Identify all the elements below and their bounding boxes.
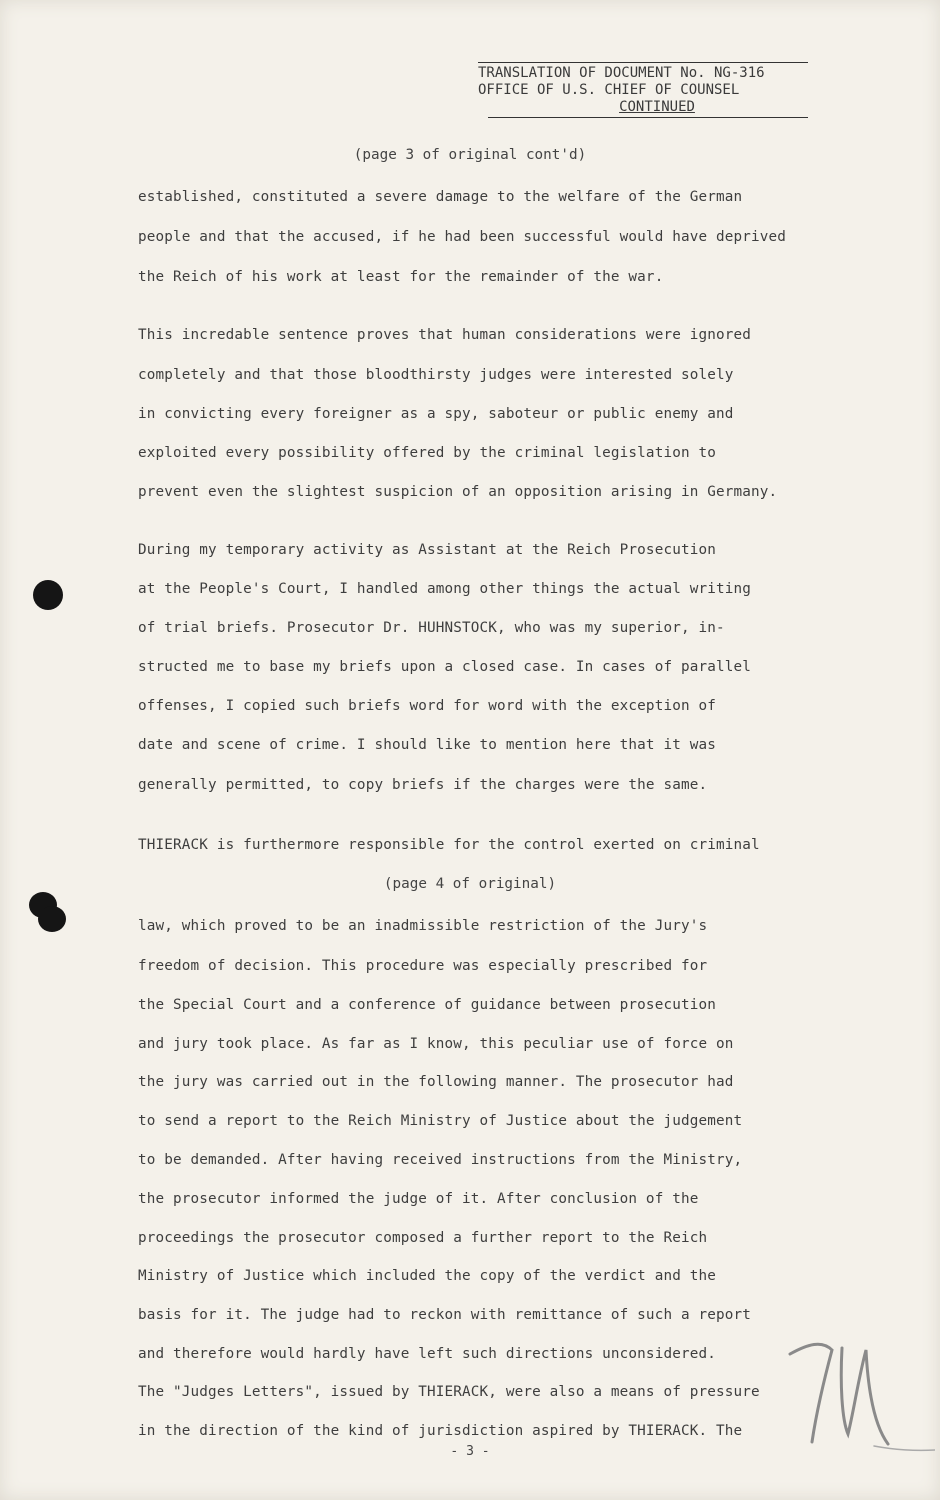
body-line: and jury took place. As far as I know, this peculiar use of force on	[138, 1036, 734, 1052]
body-line: to send a report to the Reich Ministry of Justice about the judgement	[138, 1113, 743, 1129]
document-header	[478, 62, 808, 120]
body-line: During my temporary activity as Assistant at the Reich Prosecution	[138, 542, 716, 558]
body-line: structed me to base my briefs upon a closed case. In cases of parallel	[138, 659, 752, 675]
body-line: basis for it. The judge had to reckon with remittance of such a report	[138, 1307, 752, 1323]
header-top-rule	[478, 62, 808, 63]
body-line: the Reich of his work at least for the remainder of the war.	[138, 269, 664, 285]
body-line: and therefore would hardly have left such directions unconsidered.	[138, 1346, 716, 1362]
page3-note: (page 3 of original cont'd)	[353, 147, 587, 163]
punch-hole	[33, 580, 63, 610]
body-line: date and scene of crime. I should like to mention here that it was	[138, 737, 716, 753]
header-bottom-rule	[488, 117, 808, 118]
body-line: exploited every possibility offered by the criminal legislation to	[138, 445, 716, 461]
body-line: in the direction of the kind of jurisdiction aspired by THIERACK. The	[138, 1423, 743, 1439]
header-continued-line: CONTINUED	[619, 99, 695, 115]
body-line: the Special Court and a conference of guidance between prosecution	[138, 997, 716, 1013]
body-line: The "Judges Letters", issued by THIERACK, were also a means of pressure	[138, 1384, 760, 1400]
body-line: freedom of decision. This procedure was especially prescribed for	[138, 958, 708, 974]
body-line: generally permitted, to copy briefs if the charges were the same.	[138, 777, 708, 793]
page-number: - 3 -	[450, 1444, 490, 1459]
handwritten-initials	[770, 1330, 935, 1470]
body-line: completely and that those bloodthirsty judges were interested solely	[138, 367, 734, 383]
body-line: law, which proved to be an inadmissible restriction of the Jury's	[138, 918, 708, 934]
body-line: proceedings the prosecutor composed a further report to the Reich	[138, 1230, 708, 1246]
body-line: Ministry of Justice which included the copy of the verdict and the	[138, 1268, 716, 1284]
body-line: the jury was carried out in the following manner. The prosecutor had	[138, 1074, 734, 1090]
page4-note: (page 4 of original)	[383, 876, 557, 892]
punch-hole	[38, 906, 66, 932]
body-line: This incredable sentence proves that human considerations were ignored	[138, 327, 752, 343]
body-line: prevent even the slightest suspicion of an opposition arising in Germany.	[138, 484, 778, 500]
body-line: in convicting every foreigner as a spy, saboteur or public enemy and	[138, 406, 734, 422]
body-line: the prosecutor informed the judge of it. After conclusion of the	[138, 1191, 699, 1207]
body-line: at the People's Court, I handled among other things the actual writing	[138, 581, 752, 597]
body-line: offenses, I copied such briefs word for word with the exception of	[138, 698, 716, 714]
header-translation-line: TRANSLATION OF DOCUMENT No. NG-316	[478, 65, 765, 81]
body-line: of trial briefs. Prosecutor Dr. HUHNSTOCK, who was my superior, in-	[138, 620, 725, 636]
header-office-line: OFFICE OF U.S. CHIEF OF COUNSEL	[478, 82, 740, 98]
body-line: THIERACK is furthermore responsible for the control exerted on criminal	[138, 837, 760, 853]
body-line: established, constituted a severe damage to the welfare of the German	[138, 189, 743, 205]
body-line: people and that the accused, if he had been successful would have deprived	[138, 229, 787, 245]
body-line: to be demanded. After having received instructions from the Ministry,	[138, 1152, 743, 1168]
